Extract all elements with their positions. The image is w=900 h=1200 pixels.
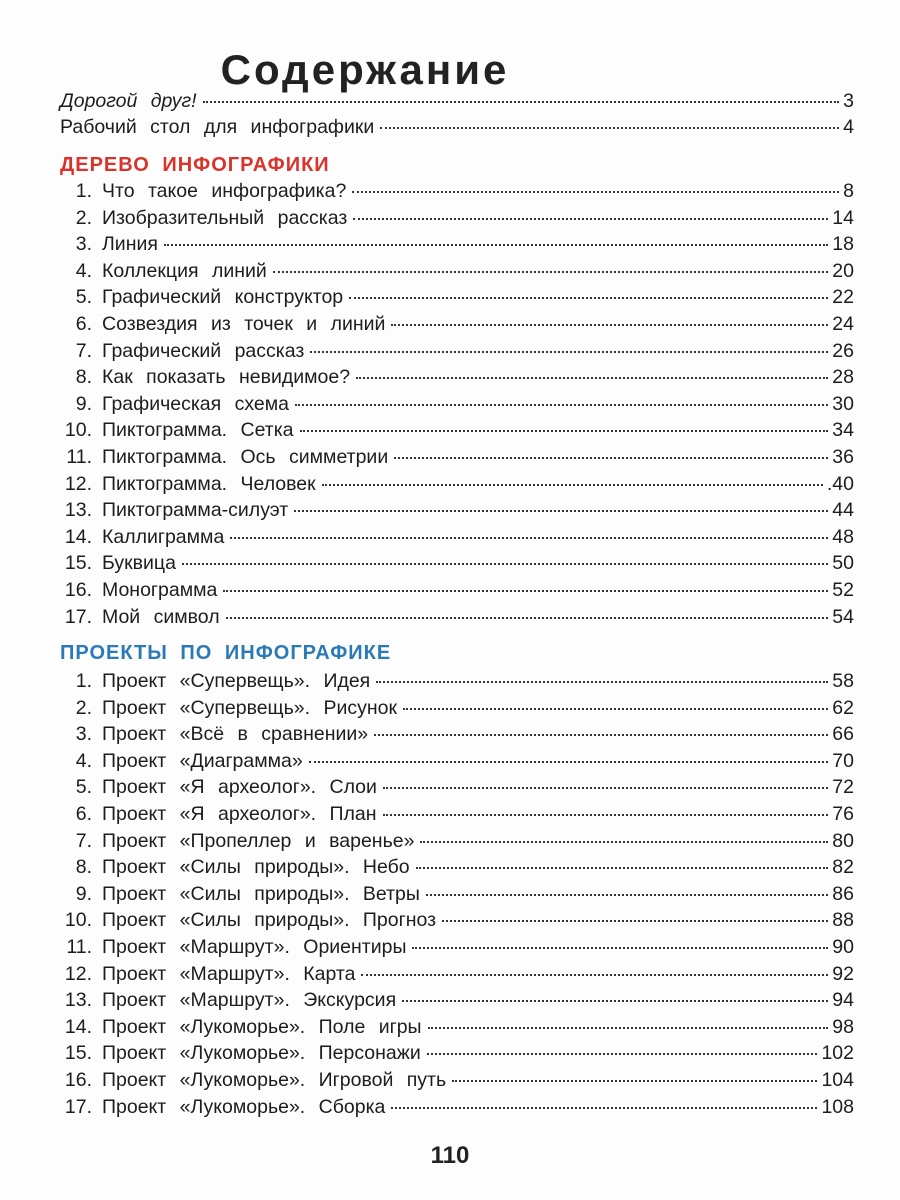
entry-title: Изобразительный рассказ <box>102 206 348 229</box>
entry-page-number: 94 <box>832 989 854 1012</box>
entry-title: Пиктограмма. Сетка <box>102 419 294 442</box>
entry-title: Проект «Маршрут». Карта <box>102 962 356 985</box>
entry-title: Проект «Лукоморье». Сборка <box>102 1095 386 1118</box>
toc-entry <box>60 1094 854 1121</box>
entry-page-number: 102 <box>821 1042 854 1065</box>
dot-leader <box>394 457 828 459</box>
dot-leader <box>428 1027 829 1029</box>
dot-leader <box>182 563 828 565</box>
toc-entry <box>60 987 854 1014</box>
dot-leader <box>356 377 828 379</box>
entry-number: 17. <box>64 605 92 628</box>
entry-number: 2. <box>75 696 92 719</box>
entry-title: Проект «Силы природы». Ветры <box>102 882 420 905</box>
toc-entry <box>60 881 854 908</box>
entry-title: Проект «Всё в сравнении» <box>102 723 369 746</box>
dot-leader <box>452 1080 817 1082</box>
entry-page-number: 82 <box>832 856 854 879</box>
entry-page-number: 44 <box>832 499 854 522</box>
dot-leader <box>226 617 829 619</box>
toc-entry <box>60 550 854 577</box>
toc-entry <box>60 338 854 365</box>
entry-page-number: 70 <box>832 749 854 772</box>
entry-title: Пиктограмма-силуэт <box>102 499 289 522</box>
dot-leader <box>203 101 840 103</box>
toc-entry <box>60 284 854 311</box>
entry-title: Коллекция линий <box>102 259 267 282</box>
toc-entry <box>60 364 854 391</box>
dot-leader <box>442 920 828 922</box>
dot-leader <box>310 351 828 353</box>
entry-title: Проект «Я археолог». Слои <box>102 776 377 799</box>
entry-number: 15. <box>64 1042 92 1065</box>
entry-number: 6. <box>75 802 92 825</box>
dot-leader <box>380 127 839 129</box>
dot-leader <box>230 537 828 539</box>
entry-title: Линия <box>102 233 158 256</box>
dot-leader <box>361 974 828 976</box>
dot-leader <box>273 271 829 273</box>
dot-leader <box>383 787 828 789</box>
entry-page-number: 3 <box>843 90 854 112</box>
dot-leader <box>294 510 828 512</box>
entry-title: Проект «Диаграмма» <box>102 749 303 772</box>
entry-title: Проект «Я археолог». План <box>102 802 377 825</box>
toc-entry <box>60 907 854 934</box>
toc-entry <box>60 828 854 855</box>
entry-page-number: 104 <box>821 1068 854 1091</box>
entry-number: 12. <box>64 962 92 985</box>
dot-leader <box>349 297 828 299</box>
dot-leader <box>391 1107 817 1109</box>
toc-entry <box>60 178 854 205</box>
entry-page-number: 50 <box>832 552 854 575</box>
entry-number: 17. <box>64 1095 92 1118</box>
dot-leader <box>427 1053 818 1055</box>
entry-title: Что такое инфографика? <box>102 180 347 202</box>
dot-leader <box>300 430 829 432</box>
entry-number: 12. <box>64 472 92 495</box>
toc-entry <box>60 114 854 140</box>
entry-title: Буквица <box>102 552 176 575</box>
toc-list-tree <box>60 178 854 630</box>
toc-entry <box>60 695 854 722</box>
toc-entry <box>60 88 854 114</box>
entry-page-number: 26 <box>832 339 854 362</box>
dot-leader <box>352 191 839 193</box>
toc-entry <box>60 604 854 631</box>
page-number: 110 <box>430 1142 470 1169</box>
entry-title: Проект «Силы природы». Прогноз <box>102 909 437 932</box>
entry-number: 6. <box>75 312 92 335</box>
entry-number: 11. <box>66 445 92 468</box>
entry-number: 1. <box>75 670 92 692</box>
entry-number: 5. <box>75 776 92 799</box>
entry-number: 15. <box>64 552 92 575</box>
entry-number: 8. <box>75 856 92 879</box>
toc-entry <box>60 854 854 881</box>
entry-page-number: 54 <box>832 605 854 628</box>
entry-title: Дорогой друг! <box>60 90 197 112</box>
entry-title: Графический конструктор <box>102 286 344 309</box>
entry-number: 11. <box>66 935 92 958</box>
entry-page-number: 76 <box>832 802 854 825</box>
entry-page-number: 4 <box>843 116 854 138</box>
entry-page-number: 48 <box>832 525 854 548</box>
entry-title: Проект «Супервещь». Рисунок <box>102 696 397 719</box>
entry-page-number: 90 <box>832 935 854 958</box>
toc-entry <box>60 801 854 828</box>
entry-title: Пиктограмма. Ось симметрии <box>102 445 389 468</box>
toc-entry <box>60 1040 854 1067</box>
toc-entry <box>60 205 854 232</box>
toc-entry <box>60 748 854 775</box>
entry-title: Проект «Лукоморье». Поле игры <box>102 1015 422 1038</box>
entry-number: 3. <box>75 233 92 256</box>
dot-leader <box>383 814 829 816</box>
dot-leader <box>353 218 828 220</box>
toc-entry <box>60 471 854 498</box>
dot-leader <box>322 484 823 486</box>
toc-entry <box>60 417 854 444</box>
entry-page-number: 8 <box>843 180 854 202</box>
entry-title: Пиктограмма. Человек <box>102 472 316 495</box>
entry-number: 8. <box>75 366 92 389</box>
toc-entry <box>60 1067 854 1094</box>
entry-page-number: .40 <box>826 472 854 495</box>
entry-number: 3. <box>75 723 92 746</box>
entry-title: Проект «Пропеллер и варенье» <box>102 829 415 852</box>
toc-entry <box>60 231 854 258</box>
entry-number: 4. <box>75 259 92 282</box>
entry-page-number: 34 <box>832 419 854 442</box>
entry-title: Графическая схема <box>102 392 290 415</box>
entry-number: 9. <box>75 392 92 415</box>
dot-leader <box>426 894 828 896</box>
entry-number: 7. <box>75 829 92 852</box>
dot-leader <box>376 681 828 683</box>
entry-title: Проект «Маршрут». Ориентиры <box>102 935 407 958</box>
entry-title: Графический рассказ <box>102 339 305 362</box>
entry-title: Созвездия из точек и линий <box>102 312 386 335</box>
entry-page-number: 66 <box>832 723 854 746</box>
entry-title: Проект «Супервещь». Идея <box>102 670 371 692</box>
dot-leader <box>391 324 828 326</box>
dot-leader <box>374 734 828 736</box>
entry-number: 16. <box>64 1068 92 1091</box>
entry-page-number: 22 <box>832 286 854 309</box>
entry-title: Проект «Лукоморье». Игровой путь <box>102 1068 447 1091</box>
entry-page-number: 28 <box>832 366 854 389</box>
section-heading-projects: ПРОЕКТЫ ПО ИНФОГРАФИКЕ <box>60 642 392 664</box>
dot-leader <box>420 841 828 843</box>
toc-entry <box>60 961 854 988</box>
entry-page-number: 80 <box>832 829 854 852</box>
entry-title: Каллиграмма <box>102 525 225 548</box>
dot-leader <box>309 761 829 763</box>
entry-number: 4. <box>75 749 92 772</box>
entry-page-number: 20 <box>832 259 854 282</box>
entry-title: Проект «Силы природы». Небо <box>102 856 410 879</box>
entry-title: Мой символ <box>102 605 220 628</box>
entry-number: 7. <box>75 339 92 362</box>
entry-title: Монограмма <box>102 578 218 601</box>
entry-page-number: 30 <box>832 392 854 415</box>
entry-number: 2. <box>75 206 92 229</box>
entry-page-number: 52 <box>832 578 854 601</box>
section-heading-tree: ДЕРЕВО ИНФОГРАФИКИ <box>60 154 330 176</box>
dot-leader <box>412 947 828 949</box>
entry-number: 5. <box>75 286 92 309</box>
dot-leader <box>416 867 829 869</box>
entry-page-number: 92 <box>832 962 854 985</box>
entry-number: 14. <box>64 1015 92 1038</box>
toc-entry <box>60 258 854 285</box>
dot-leader <box>402 1000 828 1002</box>
entry-page-number: 36 <box>832 445 854 468</box>
entry-number: 13. <box>64 499 92 522</box>
entry-page-number: 86 <box>832 882 854 905</box>
entry-page-number: 72 <box>832 776 854 799</box>
entry-page-number: 62 <box>832 696 854 719</box>
toc-entry <box>60 444 854 471</box>
intro-list <box>60 88 854 140</box>
entry-title: Проект «Маршрут». Экскурсия <box>102 989 397 1012</box>
toc-entry <box>60 391 854 418</box>
toc-entry <box>60 934 854 961</box>
dot-leader <box>164 244 828 246</box>
toc-entry <box>60 774 854 801</box>
toc-entry <box>60 311 854 338</box>
entry-page-number: 24 <box>832 312 854 335</box>
entry-number: 13. <box>64 989 92 1012</box>
entry-page-number: 58 <box>832 670 854 692</box>
entry-title: Рабочий стол для инфографики <box>60 116 375 138</box>
toc-entry <box>60 668 854 695</box>
dot-leader <box>223 590 828 592</box>
entry-number: 10. <box>64 419 92 442</box>
toc-entry <box>60 524 854 551</box>
toc-entry <box>60 1014 854 1041</box>
entry-title: Проект «Лукоморье». Персонажи <box>102 1042 421 1065</box>
entry-title: Как показать невидимое? <box>102 366 351 389</box>
entry-page-number: 18 <box>832 233 854 256</box>
toc-entry <box>60 497 854 524</box>
toc-entry <box>60 721 854 748</box>
entry-page-number: 108 <box>821 1095 854 1118</box>
entry-page-number: 88 <box>832 909 854 932</box>
dot-leader <box>295 404 828 406</box>
toc-list-projects <box>60 668 854 1120</box>
entry-number: 9. <box>75 882 92 905</box>
entry-number: 16. <box>64 578 92 601</box>
entry-page-number: 14 <box>832 206 854 229</box>
dot-leader <box>403 708 828 710</box>
entry-number: 1. <box>75 180 92 202</box>
page-title: Содержание <box>220 46 510 93</box>
entry-page-number: 98 <box>832 1015 854 1038</box>
entry-number: 10. <box>64 909 92 932</box>
toc-entry <box>60 577 854 604</box>
entry-number: 14. <box>64 525 92 548</box>
